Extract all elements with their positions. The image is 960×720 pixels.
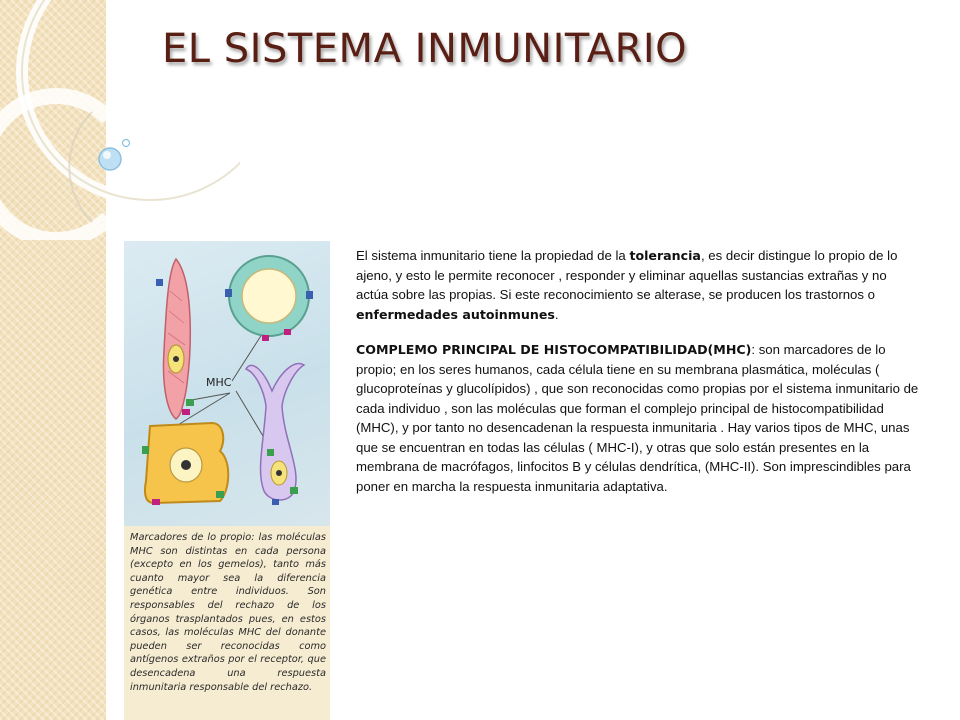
figure-caption: Marcadores de lo propio: las moléculas MHC son distintas en cada persona (excepto en los gemelos), tanto más cuanto mayor sea la diferencia genética entre individuos. Son responsables del rechazo de los órganos trasplantados pues, en estos casos, las moléculas MHC del donante pueden ser reconocidas como antígenos extraños por el receptor, que desencadena una respuesta inmunitaria responsable del rechazo. xyxy=(130,532,326,693)
paragraph1-text-middle: , es decir distingue lo propio de lo ajeno, y esto le permite reconocer , responder y eliminar aquellas sustancias extrañas y no actúa sobre las propias. Si este reconocimiento se alterase, se producen los trastornos o xyxy=(356,248,898,302)
paragraph-mhc xyxy=(356,340,922,496)
page-title: EL SISTEMA INMUNITARIO xyxy=(162,26,688,72)
paragraph1-text-end: . xyxy=(554,306,559,322)
mhc-label: MHC xyxy=(206,376,232,389)
main-text xyxy=(356,246,922,512)
paragraph2-text: : son marcadores de lo propio; en los seres humanos, cada célula tiene en su membrana plasmática, moléculas ( glucoproteínas y glucolípidos) , que son reconocidas como propias por el sistema inmunitario de cada individuo , son las moléculas que forman el complejo principal de histocompatibilidad (MHC), y por tanto no desencadenan la respuesta inmunitaria . Hay varios tipos de MHC, unas que se encuentran en todas las células ( MHC-I), y otras que solo están presentes en la membrana de macrófagos, linfocitos B y células dendrítica, (MHC-II). Son imprescindibles para poner en marcha la respuesta inmunitaria adaptativa. xyxy=(356,342,919,494)
term-enfermedades-autoinmunes: enfermedades autoinmunes xyxy=(356,306,555,322)
paragraph1-text-start: El sistema inmunitario tiene la propiedad de la xyxy=(356,248,630,263)
blue-bubble-large xyxy=(99,148,121,170)
blue-bubble-small xyxy=(123,140,130,147)
mhc-figure xyxy=(124,241,330,720)
paragraph-tolerance xyxy=(356,246,922,324)
term-mhc-heading: COMPLEMO PRINCIPAL DE HISTOCOMPATIBILIDAD(MHC) xyxy=(356,342,752,357)
cells-illustration xyxy=(124,241,330,526)
term-tolerancia: tolerancia xyxy=(629,248,701,263)
